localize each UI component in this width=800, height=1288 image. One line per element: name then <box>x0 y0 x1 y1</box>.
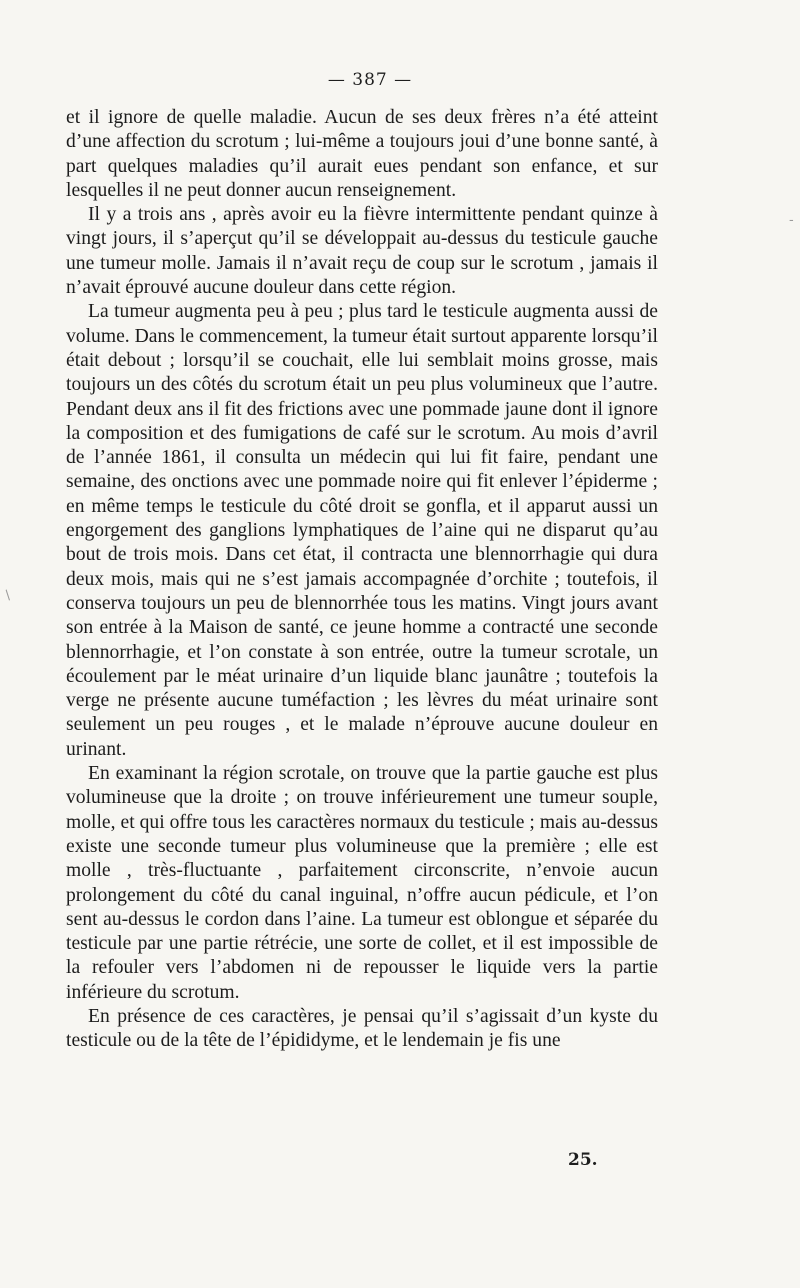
body-text <box>66 106 658 1054</box>
margin-tick-mark: - <box>789 213 794 228</box>
signature-mark: 25. <box>568 1150 598 1170</box>
paragraph-5: En présence de ces caractères, je pensai qu’il s’agissait d’un kyste du testicule ou de la tête de l’épididyme, et le lendemain je fis une <box>66 1005 658 1052</box>
margin-pencil-mark: / <box>2 588 15 603</box>
page-number: — 387 — <box>327 70 413 90</box>
paragraph-2: Il y a trois ans , après avoir eu la fièvre intermittente pendant quinze à vingt jours, il s’aperçut qu’il se développait au-dessus du testicule gauche une tumeur molle. Jamais il n’avait reçu de coup sur le scrotum , jamais il n’avait éprouvé aucune douleur dans cette région. <box>66 204 658 299</box>
paragraph-4: En examinant la région scrotale, on trouve que la partie gauche est plus volumineuse que la droite ; on trouve inférieurement une tumeur souple, molle, et qui offre tous les caractères normaux du testicule ; mais au-dessus existe une seconde tumeur plus volumineuse que la première ; elle est molle , très-fluctuante , parfaitement circonscrite, n’envoie aucun prolongement du côté du canal inguinal, n’offre aucun pédicule, et l’on sent au-dessus le cordon dans l’aine. La tumeur est oblongue et séparée du testicule par une partie rétrécie, une sorte de collet, et il est impossible de la refouler vers l’abdomen ni de repousser le liquide vers la partie inférieure du scrotum. <box>66 763 658 1003</box>
paragraph-1: et il ignore de quelle maladie. Aucun de ses deux frères n’a été atteint d’une affection du scrotum ; lui-même a toujours joui d’une bonne santé, à part quelques maladies qu’il aurait eues pendant son enfance, et sur lesquelles il ne peut donner aucun renseignement. <box>66 107 658 201</box>
paragraph-3: La tumeur augmenta peu à peu ; plus tard le testicule augmenta aussi de volume. Dans le commencement, la tumeur était surtout apparente lorsqu’il était debout ; lorsqu’il se couchait, elle lui semblait moins grosse, mais toujours un des côtés du scrotum était un peu plus volumineux que l’autre. Pendant deux ans il fit des frictions avec une pommade jaune dont il ignore la composition et des fumigations de café sur le scrotum. Au mois d’avril de l’année 1861, il consulta un médecin qui lui fit faire, pendant une semaine, des onctions avec une pommade noire qui fit enlever l’épiderme ; en même temps le testicule du côté droit se gonfla, et il apparut aussi un engorgement des ganglions lymphatiques de l’aine qui ne disparut qu’au bout de trois mois. Dans cet état, il contracta une blennorrhagie qui dura deux mois, mais qui ne s’est jamais accompagnée d’orchite ; toutefois, il conserva toujours un peu de blennorrhée tous les matins. Vingt jours avant son entrée à la Maison de santé, ce jeune homme a contracté une seconde blennorrhagie, et l’on constate à son entrée, outre la tumeur scrotale, un écoulement par le méat urinaire d’un liquide blanc jaunâtre ; toutefois la verge ne présente aucune tuméfaction ; les lèvres du méat urinaire sont seulement un peu rouges , et le malade n’éprouve aucune douleur en urinant. <box>66 301 658 760</box>
